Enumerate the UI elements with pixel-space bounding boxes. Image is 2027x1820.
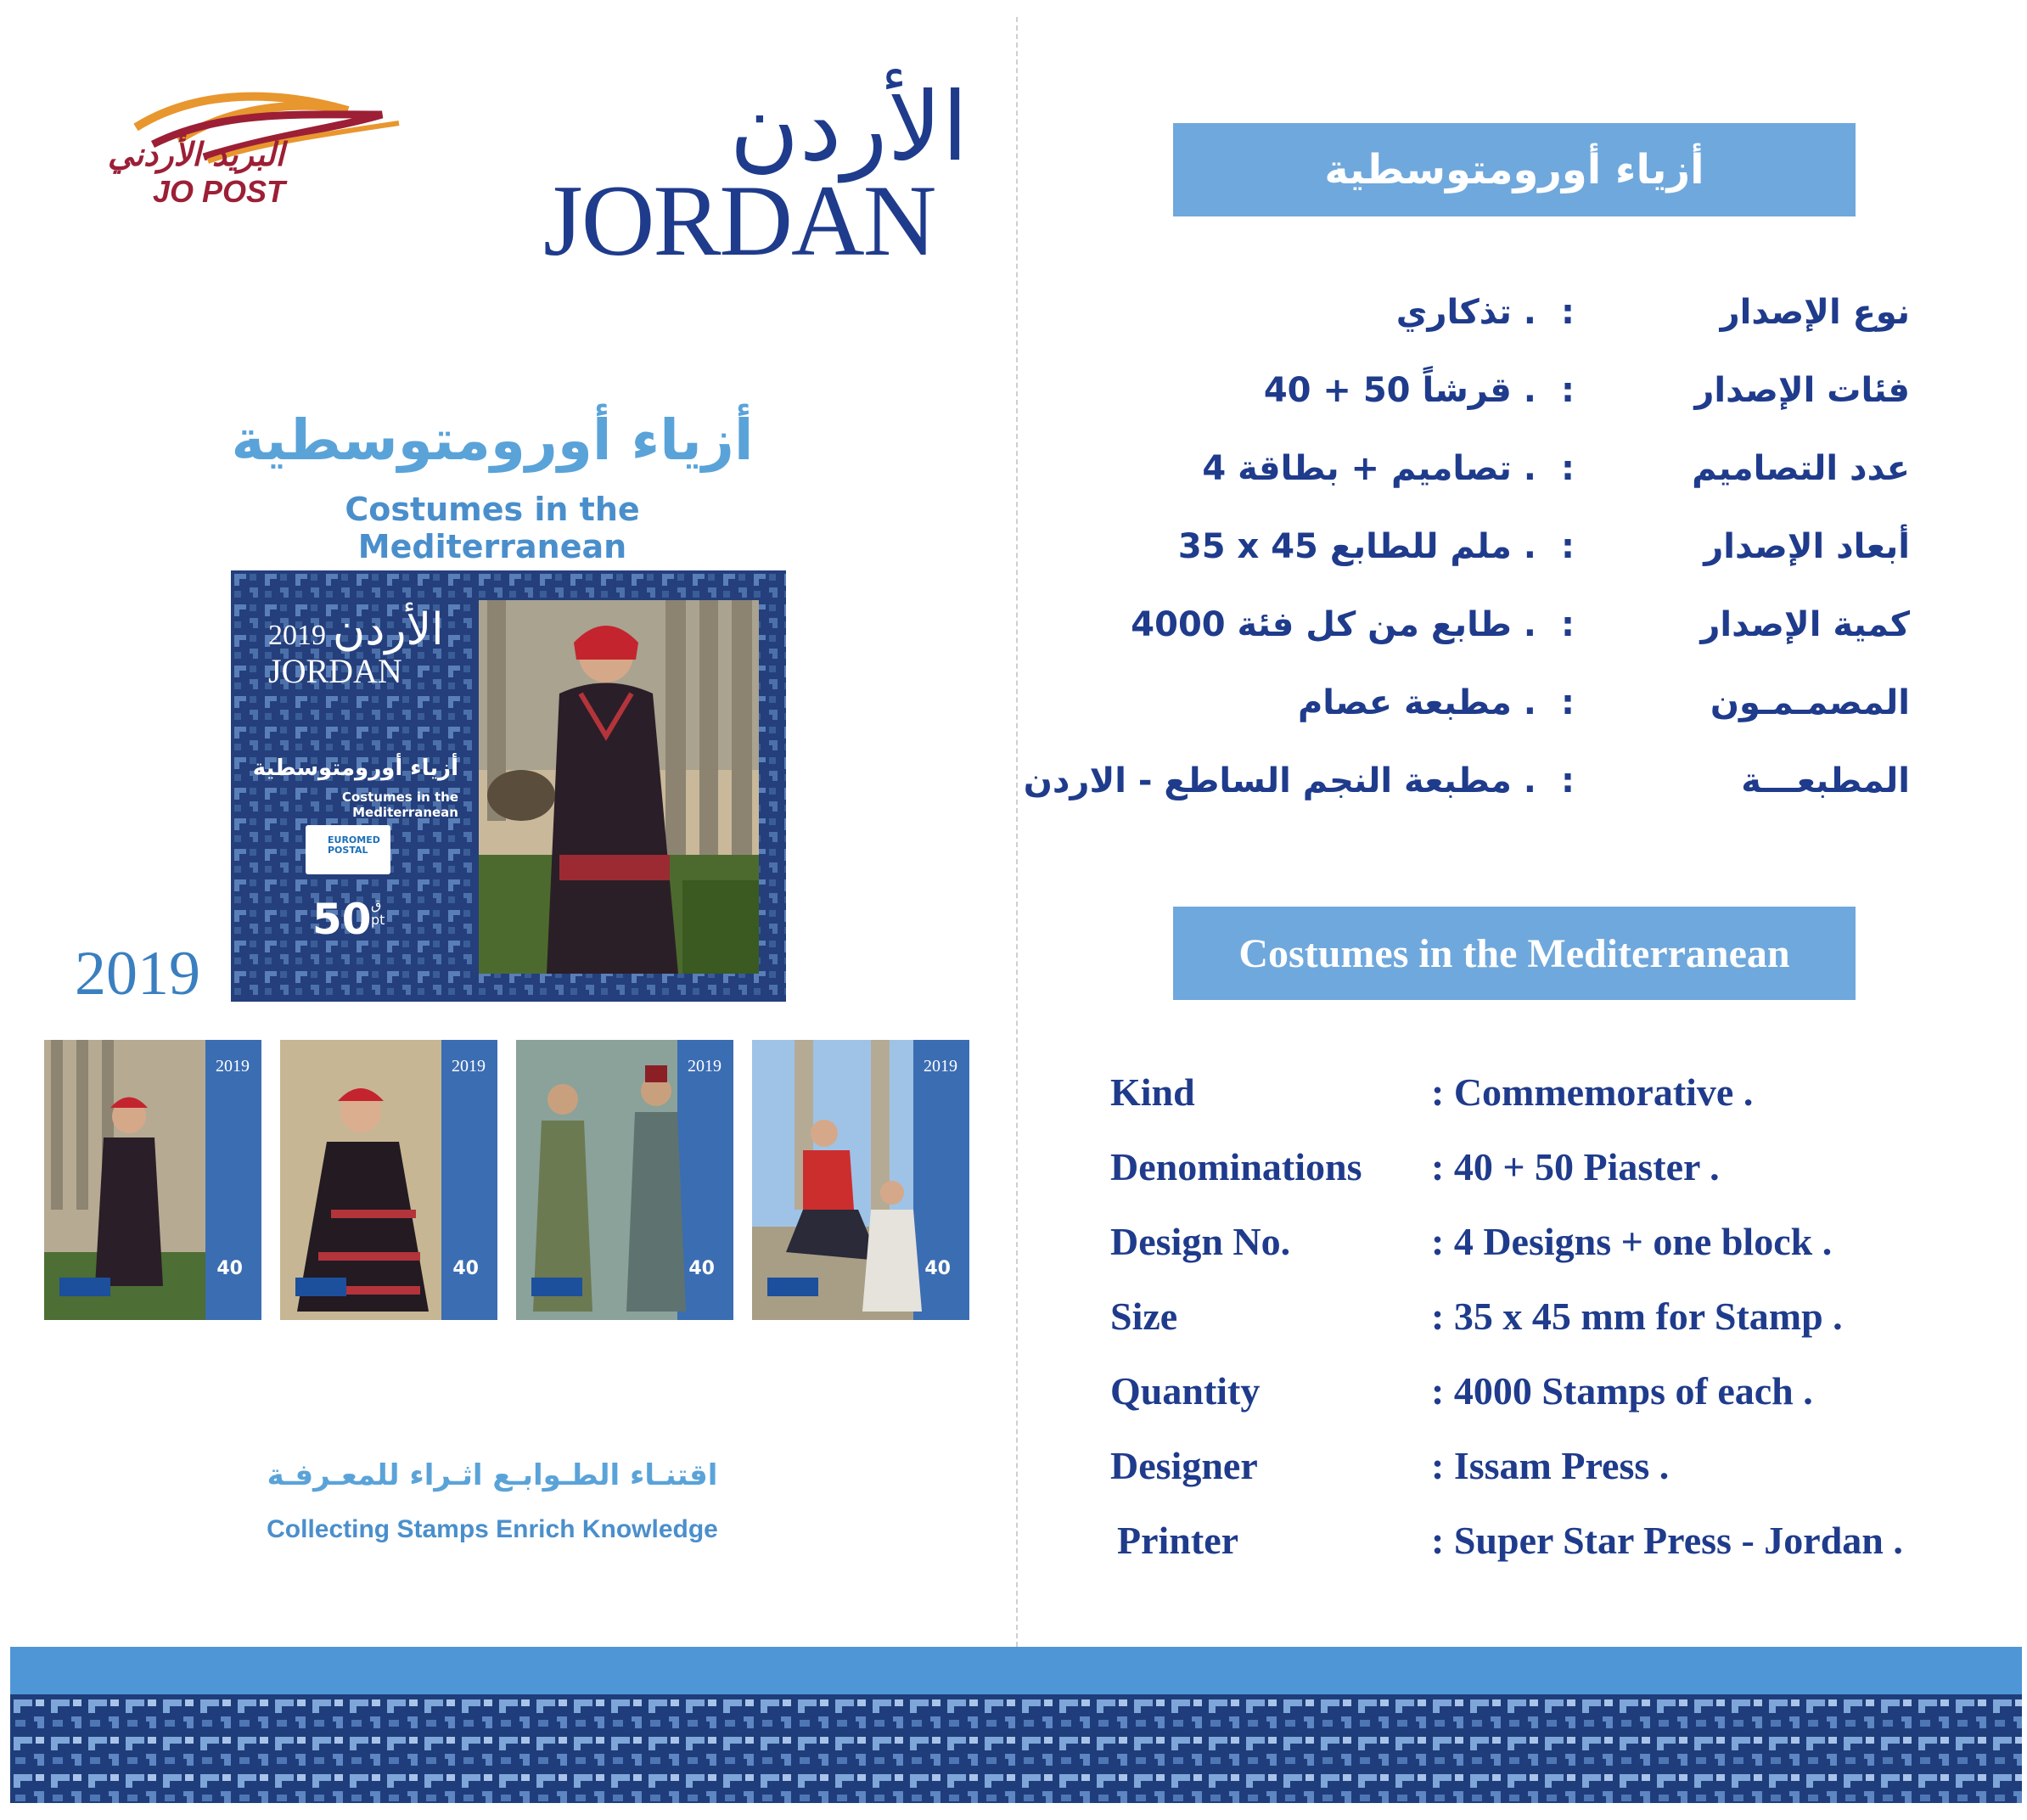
bottom-weave-pattern <box>10 1694 2022 1803</box>
arabic-detail-value: 4 تصاميم + بطاقة . <box>1202 449 1536 488</box>
sheet-denomination-unit: ق pt <box>371 896 385 928</box>
english-detail-row <box>1110 1294 1942 1345</box>
arabic-detail-label: عدد التصاميم <box>1692 449 1910 488</box>
english-detail-label: Design No. <box>1110 1220 1291 1263</box>
arabic-detail-label: نوع الإصدار <box>1720 293 1910 332</box>
english-detail-value: : 4000 Stamps of each . <box>1431 1369 1813 1413</box>
stamp-1-year: 2019 <box>216 1057 250 1076</box>
arabic-detail-row <box>1095 683 1910 743</box>
arabic-detail-label: المطبعـــة <box>1741 761 1910 800</box>
euromed-postal-logo <box>306 825 390 874</box>
arabic-detail-row <box>1095 293 1910 352</box>
english-detail-label: Kind <box>1110 1070 1195 1114</box>
arabic-detail-value: تذكاري . <box>1395 293 1536 332</box>
english-detail-label: Quantity <box>1110 1369 1261 1413</box>
english-detail-label: Printer <box>1117 1519 1239 1562</box>
stamp-1-value: 40 <box>216 1258 243 1279</box>
sheet-jordan-english: JORDAN <box>268 652 402 690</box>
stamp-3-value: 40 <box>688 1258 715 1279</box>
arabic-detail-label: أبعاد الإصدار <box>1704 527 1910 566</box>
english-details-heading: Costumes in the Mediterranean <box>1173 907 1856 1000</box>
costume-photo-woman-seated <box>479 600 759 974</box>
arabic-detail-row <box>1095 449 1910 508</box>
issue-year: 2019 <box>75 939 200 1008</box>
english-detail-label: Denominations <box>1110 1145 1362 1188</box>
english-detail-row <box>1110 1070 1942 1121</box>
english-detail-value: : Super Star Press - Jordan . <box>1431 1519 1903 1562</box>
english-detail-label: Size <box>1110 1295 1178 1338</box>
arabic-detail-colon: : <box>1561 527 1575 566</box>
arabic-detail-value: 35 x 45 ملم للطابع . <box>1177 527 1536 566</box>
jopost-arabic-wordmark: البريد الأردني <box>107 136 284 173</box>
arabic-detail-colon: : <box>1561 683 1575 722</box>
english-detail-row <box>1110 1144 1942 1195</box>
motto-english: Collecting Stamps Enrich Knowledge <box>267 1515 718 1543</box>
souvenir-sheet <box>231 570 786 1002</box>
jopost-english-wordmark: JO POST <box>153 174 286 209</box>
sheet-year: 2019 <box>268 620 326 651</box>
arabic-detail-colon: : <box>1561 605 1575 644</box>
arabic-detail-value: 4000 طابع من كل فئة . <box>1131 605 1536 644</box>
english-detail-label: Designer <box>1110 1444 1258 1487</box>
arabic-detail-label: كمية الإصدار <box>1700 605 1910 644</box>
arabic-detail-row <box>1023 761 1910 821</box>
issue-title-english: Costumes in the Mediterranean <box>345 491 640 565</box>
jordan-english-heading: JORDAN <box>543 164 935 277</box>
arabic-detail-value: مطبعة عصام . <box>1297 683 1536 722</box>
arabic-detail-label: المصمـمـون <box>1710 683 1910 722</box>
motto-arabic: اقتنـاء الطـوابـع اثـراء للمعـرفـة <box>267 1458 718 1492</box>
sheet-title-english: Costumes in the Mediterranean <box>341 789 458 820</box>
issue-title-arabic: أزياء أورومتوسطية <box>231 407 754 473</box>
english-detail-row <box>1110 1443 1942 1494</box>
arabic-detail-row <box>1095 371 1910 430</box>
bottom-light-band <box>10 1647 2022 1694</box>
english-detail-value: : 4 Designs + one block . <box>1431 1220 1833 1263</box>
arabic-detail-colon: : <box>1561 371 1575 410</box>
arabic-detail-value: مطبعة النجم الساطع - الاردن . <box>1023 761 1536 800</box>
arabic-detail-value: 40 + 50 قرشاً . <box>1263 371 1536 410</box>
english-detail-row <box>1110 1368 1942 1419</box>
english-detail-row <box>1110 1518 1942 1569</box>
jordan-arabic-heading: الأردن <box>729 72 969 183</box>
arabic-detail-row <box>1095 527 1910 587</box>
sheet-title-arabic: أزياء أورومتوسطية <box>252 756 458 781</box>
bottom-pattern-band <box>10 1694 2022 1803</box>
arabic-detail-colon: : <box>1561 293 1575 332</box>
sheet-denomination: 50 <box>312 895 372 944</box>
english-detail-value: : Commemorative . <box>1431 1070 1754 1114</box>
arabic-detail-colon: : <box>1561 449 1575 488</box>
stamp-4 <box>752 1040 969 1320</box>
stamp-1 <box>44 1040 261 1320</box>
stamp-2 <box>280 1040 497 1320</box>
sheet-jordan-arabic: الأردن <box>333 604 444 655</box>
stamp-2-year: 2019 <box>452 1057 486 1076</box>
stamp-2-value: 40 <box>452 1258 479 1279</box>
stamp-4-year: 2019 <box>924 1057 957 1076</box>
stamp-3 <box>516 1040 733 1320</box>
english-detail-value: : Issam Press . <box>1431 1444 1670 1487</box>
arabic-detail-row <box>1095 605 1910 665</box>
arabic-detail-colon: : <box>1561 761 1575 800</box>
english-detail-row <box>1110 1219 1942 1270</box>
fold-line <box>1016 17 1018 1647</box>
stamp-3-year: 2019 <box>688 1057 722 1076</box>
stamp-4-value: 40 <box>924 1258 951 1279</box>
english-detail-value: : 40 + 50 Piaster . <box>1431 1145 1720 1188</box>
arabic-detail-label: فئات الإصدار <box>1694 371 1910 410</box>
arabic-details-heading: أزياء أورومتوسطية <box>1173 123 1856 216</box>
euromed-label: EUROMED POSTAL <box>328 834 380 856</box>
english-detail-value: : 35 x 45 mm for Stamp . <box>1431 1295 1843 1338</box>
